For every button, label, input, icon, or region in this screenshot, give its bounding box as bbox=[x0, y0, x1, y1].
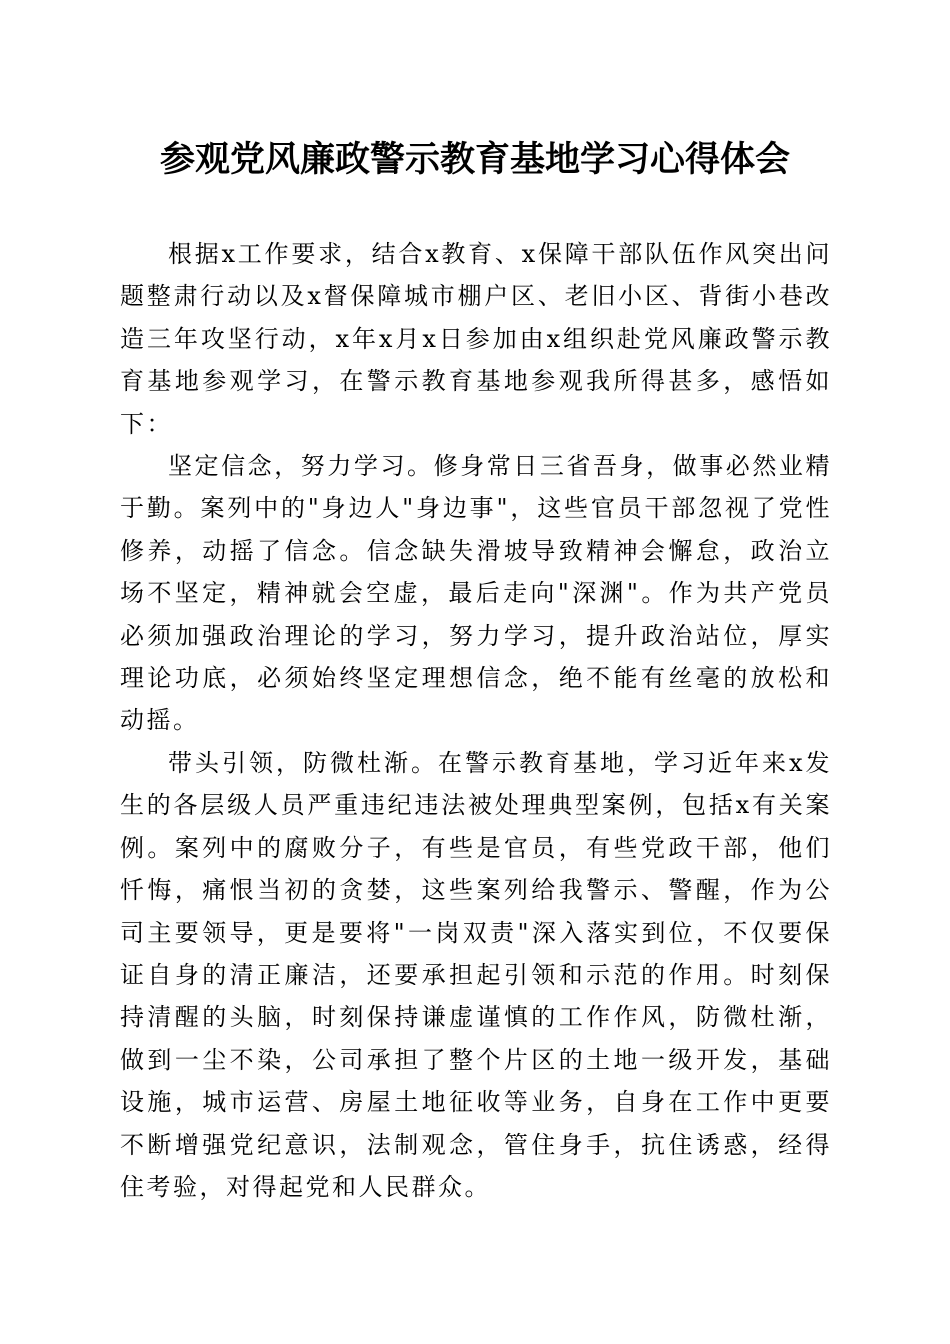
document-body bbox=[120, 233, 832, 1208]
paragraph-firm-belief: 坚定信念，努力学习。修身常日三省吾身，做事必然业精于勤。案列中的"身边人"身边事"，这些官员干部忽视了党性修养，动摇了信念。信念缺失滑坡导致精神会懈怠，政治立场不坚定，精神就会空虚，最后走向"深渊"。作为共产党员必须加强政治理论的学习，努力学习，提升政治站位，厚实理论功底，必须始终坚定理想信念，绝不能有丝毫的放松和动摇。 bbox=[120, 452, 832, 735]
paragraph-lead-by-example: 带头引领，防微杜渐。在警示教育基地，学习近年来x发生的各层级人员严重违纪违法被处理典型案例，包括x有关案例。案列中的腐败分子，有些是官员，有些党政干部，他们忏悔，痛恨当初的贪婪，这些案列给我警示、警醒，作为公司主要领导，更是要将"一岗双责"深入落实到位，不仅要保证自身的清正廉洁，还要承担起引领和示范的作用。时刻保持清醒的头脑，时刻保持谦虚谨慎的工作作风，防微杜渐，做到一尘不染，公司承担了整个片区的土地一级开发，基础设施，城市运营、房屋土地征收等业务，自身在工作中更要不断增强党纪意识，法制观念，管住身手，抗住诱惑，经得住考验，对得起党和人民群众。 bbox=[120, 748, 832, 1201]
paragraph-intro: 根据x工作要求，结合x教育、x保障干部队伍作风突出问题整肃行动以及x督保障城市棚户区、老旧小区、背街小巷改造三年攻坚行动，x年x月x日参加由x组织赴党风廉政警示教育基地参观学习，在警示教育基地参观我所得甚多，感悟如下： bbox=[120, 240, 832, 438]
document-title: 参观党风廉政警示教育基地学习心得体会 bbox=[159, 139, 790, 180]
